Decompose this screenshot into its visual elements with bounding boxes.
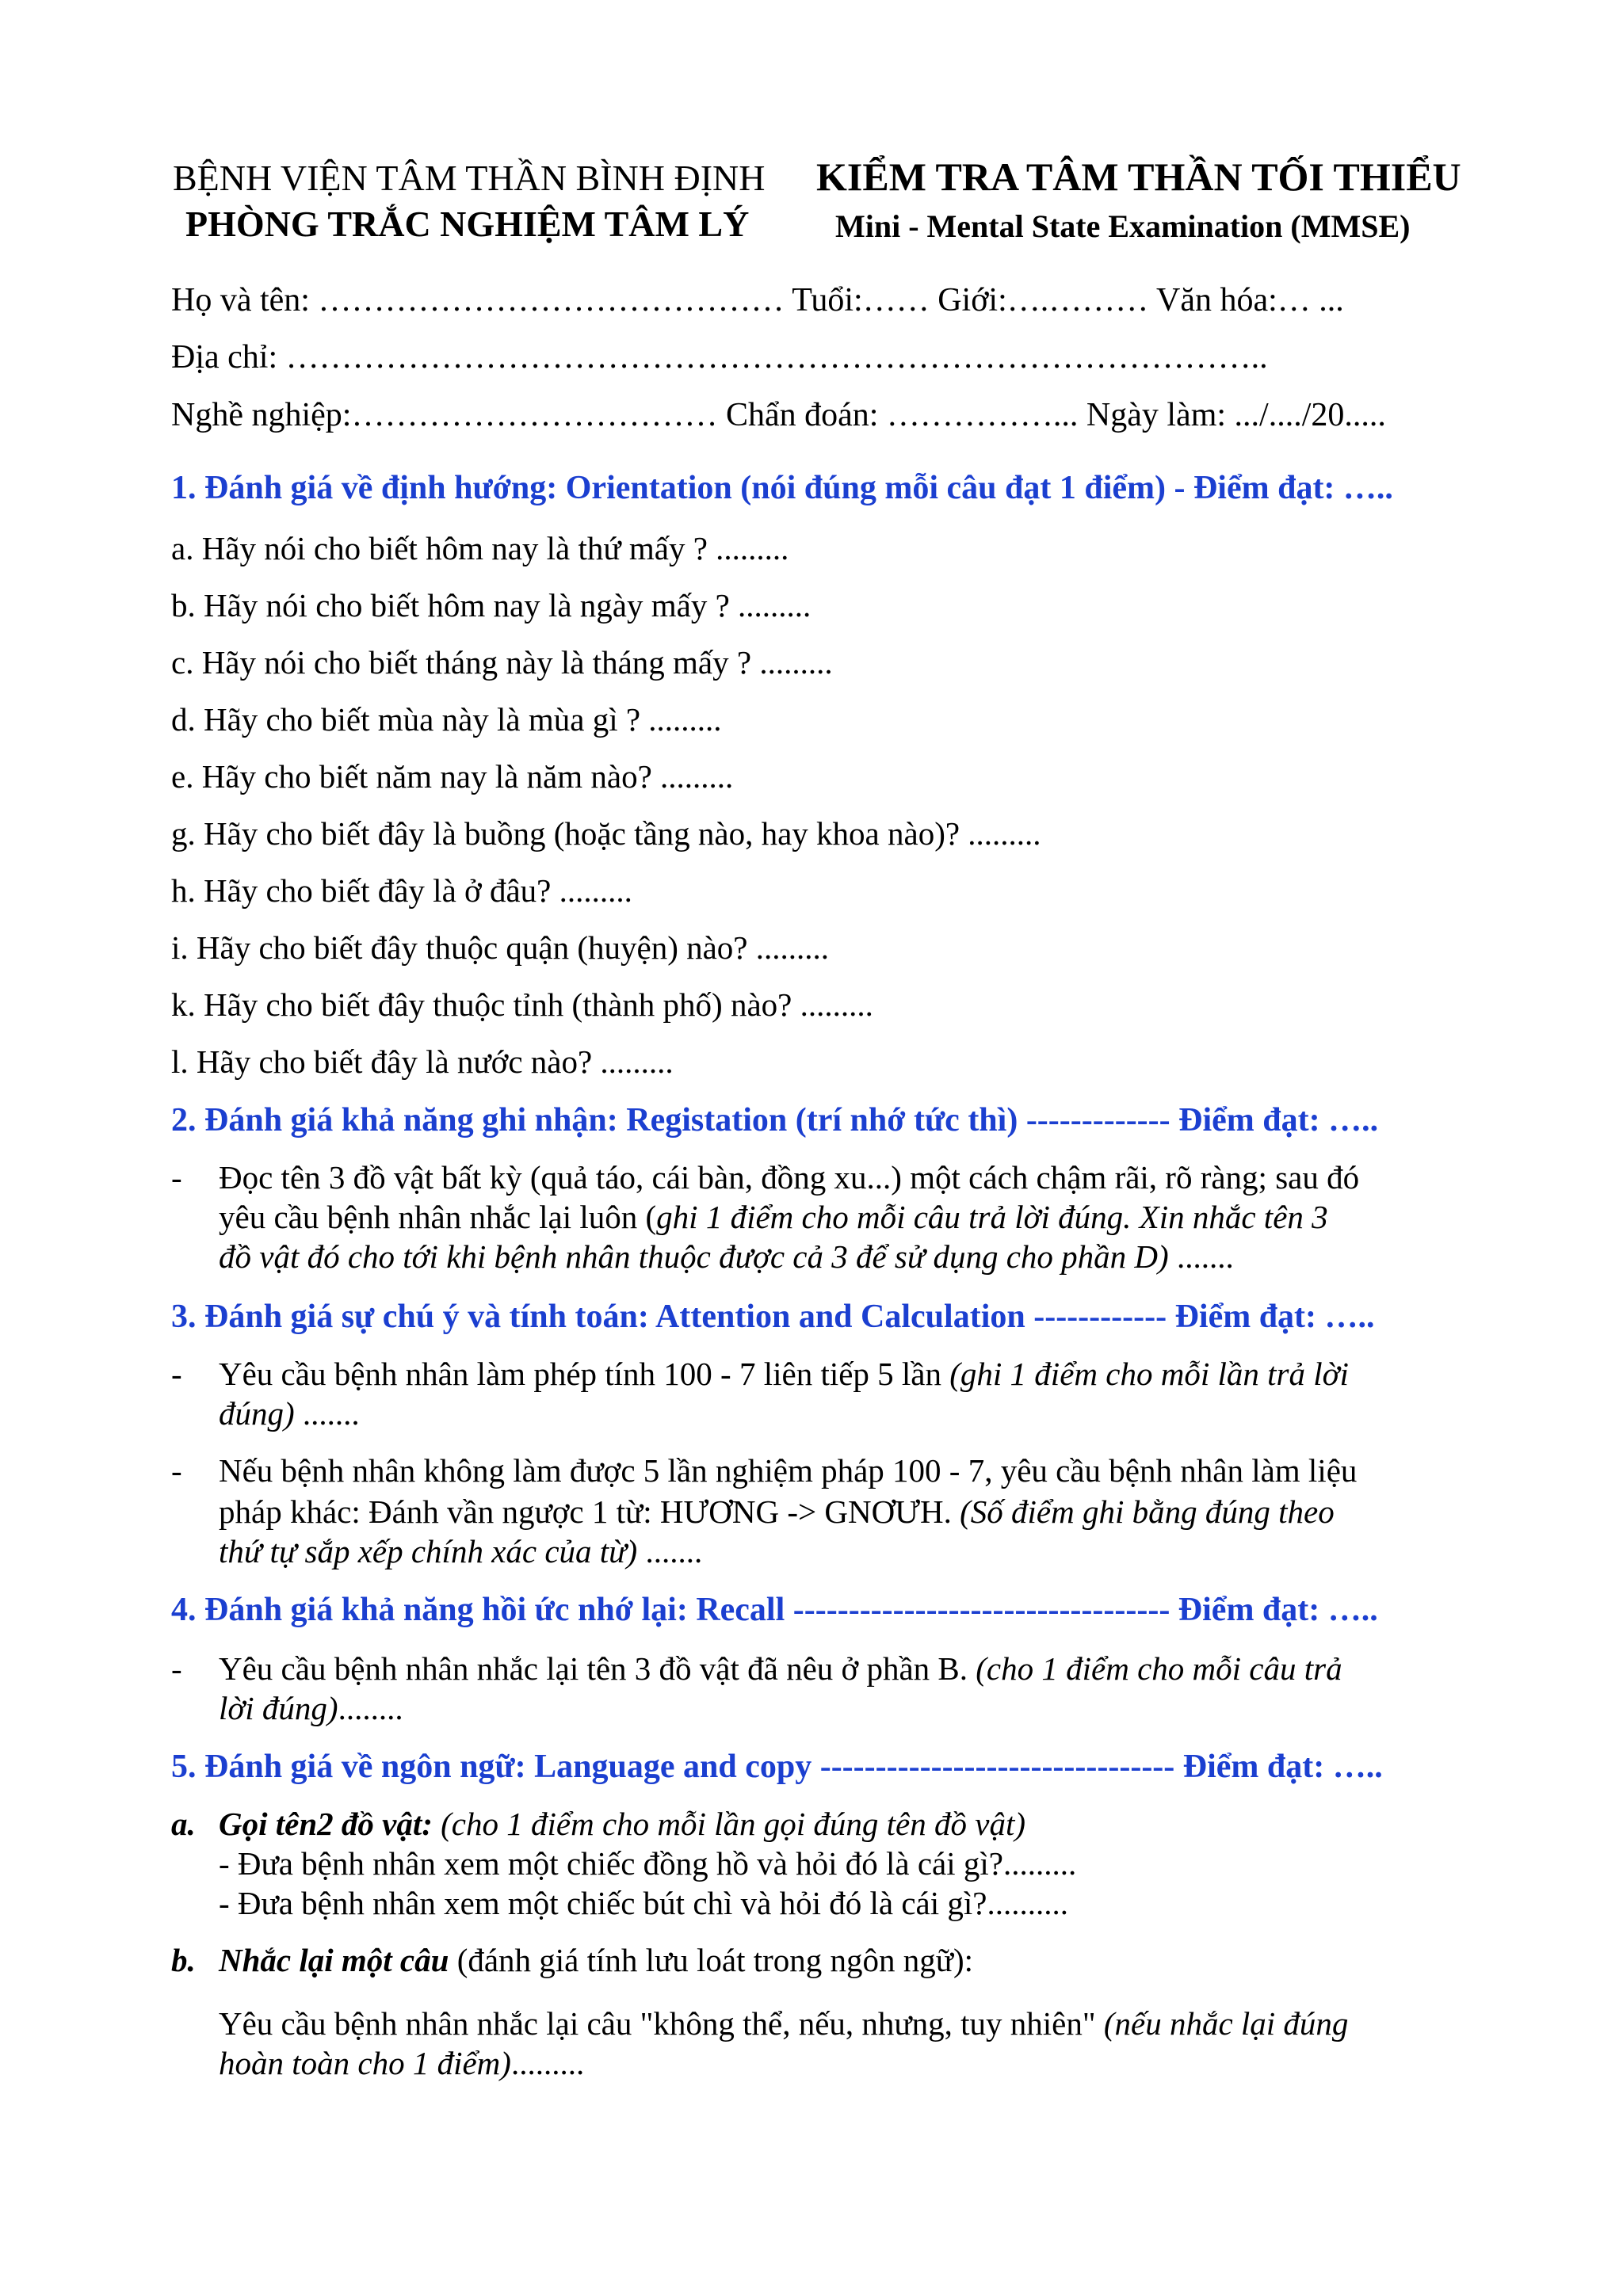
orientation-question-g: g. Hãy cho biết đây là buồng (hoặc tầng nào, hay khoa nào)? ......... [171,815,1041,852]
repetition-text-line-2: hoàn toàn cho 1 điểm)......... [219,2045,585,2081]
section-4-heading: 4. Đánh giá khả năng hồi ức nhớ lại: Recall ---------------------------------- Điểm đạt: ….. [171,1592,1378,1628]
spelling-text-line-3: thứ tự sắp xếp chính xác của từ) ....... [219,1533,703,1569]
orientation-question-k: k. Hãy cho biết đây thuộc tỉnh (thành phố) nào? ......... [171,986,873,1023]
patient-info-line-name: Họ và tên: …………………………………… Tuổi:…… Giới:….……… Văn hóa:… ... [171,282,1344,318]
form-title: KIỂM TRA TÂM THẦN TỐI THIỂU [816,154,1461,199]
orientation-question-b: b. Hãy nói cho biết hôm nay là ngày mấy ? ......... [171,587,812,624]
repetition-text-line-1: Yêu cầu bệnh nhân nhắc lại câu "không thể, nếu, nhưng, tuy nhiên" (nếu nhắc lại đúng [219,2005,1349,2042]
orientation-question-c: c. Hãy nói cho biết tháng này là tháng mấy ? ......... [171,644,833,681]
subsection-a-marker: a. [171,1806,196,1842]
orientation-question-d: d. Hãy cho biết mùa này là mùa gì ? ......... [171,701,722,738]
registration-text-line-1: Đọc tên 3 đồ vật bất kỳ (quả táo, cái bàn, đồng xu...) một cách chậm rãi, rõ ràng; sau đó [219,1159,1360,1196]
section-5-heading: 5. Đánh giá về ngôn ngữ: Language and copy -------------------------------- Điểm đạt: ….. [171,1749,1383,1785]
patient-info-line-job: Nghề nghiệp:…………………………… Chẩn đoán: ……………... Ngày làm: .../..../20..... [171,397,1386,433]
orientation-question-h: h. Hãy cho biết đây là ở đâu? ......... [171,872,632,909]
naming-item-pencil: - Đưa bệnh nhân xem một chiếc bút chì và hỏi đó là cái gì?.......... [219,1885,1068,1921]
form-subtitle: Mini - Mental State Examination (MMSE) [835,208,1411,244]
list-dash: - [171,1356,182,1392]
orientation-question-e: e. Hãy cho biết năm nay là năm nào? ......... [171,758,734,795]
naming-heading: Gọi tên2 đồ vật: (cho 1 điểm cho mỗi lần gọi đúng tên đồ vật) [219,1806,1026,1842]
orientation-question-a: a. Hãy nói cho biết hôm nay là thứ mấy ? ......... [171,530,789,566]
recall-text-line-2: lời đúng)........ [219,1690,403,1726]
list-dash: - [171,1650,182,1687]
subsection-b-marker: b. [171,1942,196,1978]
recall-text-line-1: Yêu cầu bệnh nhân nhắc lại tên 3 đồ vật đã nêu ở phần B. (cho 1 điểm cho mỗi câu trả [219,1650,1342,1687]
orientation-question-i: i. Hãy cho biết đây thuộc quận (huyện) nào? ......... [171,929,830,966]
spelling-text-line-2: pháp khác: Đánh vần ngược 1 từ: HƯƠNG -> GNƠƯH. (Số điểm ghi bằng đúng theo [219,1493,1335,1530]
orientation-question-l: l. Hãy cho biết đây là nước nào? ......... [171,1043,674,1080]
registration-text-line-3: đồ vật đó cho tới khi bệnh nhân thuộc được cả 3 để sử dụng cho phần D) ....... [219,1238,1234,1275]
patient-info-line-address: Địa chỉ: …………………………………………………………………………….. [171,339,1268,376]
list-dash: - [171,1452,182,1489]
calculation-text-line-2: đúng) ....... [219,1395,360,1432]
calculation-text-line-1: Yêu cầu bệnh nhân làm phép tính 100 - 7 liên tiếp 5 lần (ghi 1 điểm cho mỗi lần trả lời [219,1356,1349,1392]
repetition-heading: Nhắc lại một câu (đánh giá tính lưu loát trong ngôn ngữ): [219,1942,974,1978]
spelling-text-line-1: Nếu bệnh nhân không làm được 5 lần nghiệm pháp 100 - 7, yêu cầu bệnh nhân làm liệu [219,1452,1358,1489]
naming-item-clock: - Đưa bệnh nhân xem một chiếc đồng hồ và hỏi đó là cái gì?......... [219,1845,1077,1882]
registration-text-line-2: yêu cầu bệnh nhân nhắc lại luôn (ghi 1 điểm cho mỗi câu trả lời đúng. Xin nhắc tên 3 [219,1199,1328,1235]
department-name: PHÒNG TRẮC NGHIỆM TÂM LÝ [185,204,750,244]
section-1-heading: 1. Đánh giá về định hướng: Orientation (nói đúng mỗi câu đạt 1 điểm) - Điểm đạt: ….. [171,470,1393,506]
hospital-name: BỆNH VIỆN TÂM THẦN BÌNH ĐỊNH [173,158,766,198]
section-2-heading: 2. Đánh giá khả năng ghi nhận: Registation (trí nhớ tức thì) ------------- Điểm đạt: ….. [171,1102,1379,1138]
section-3-heading: 3. Đánh giá sự chú ý và tính toán: Attention and Calculation ------------ Điểm đạt: ….. [171,1299,1375,1335]
list-dash: - [171,1159,182,1196]
